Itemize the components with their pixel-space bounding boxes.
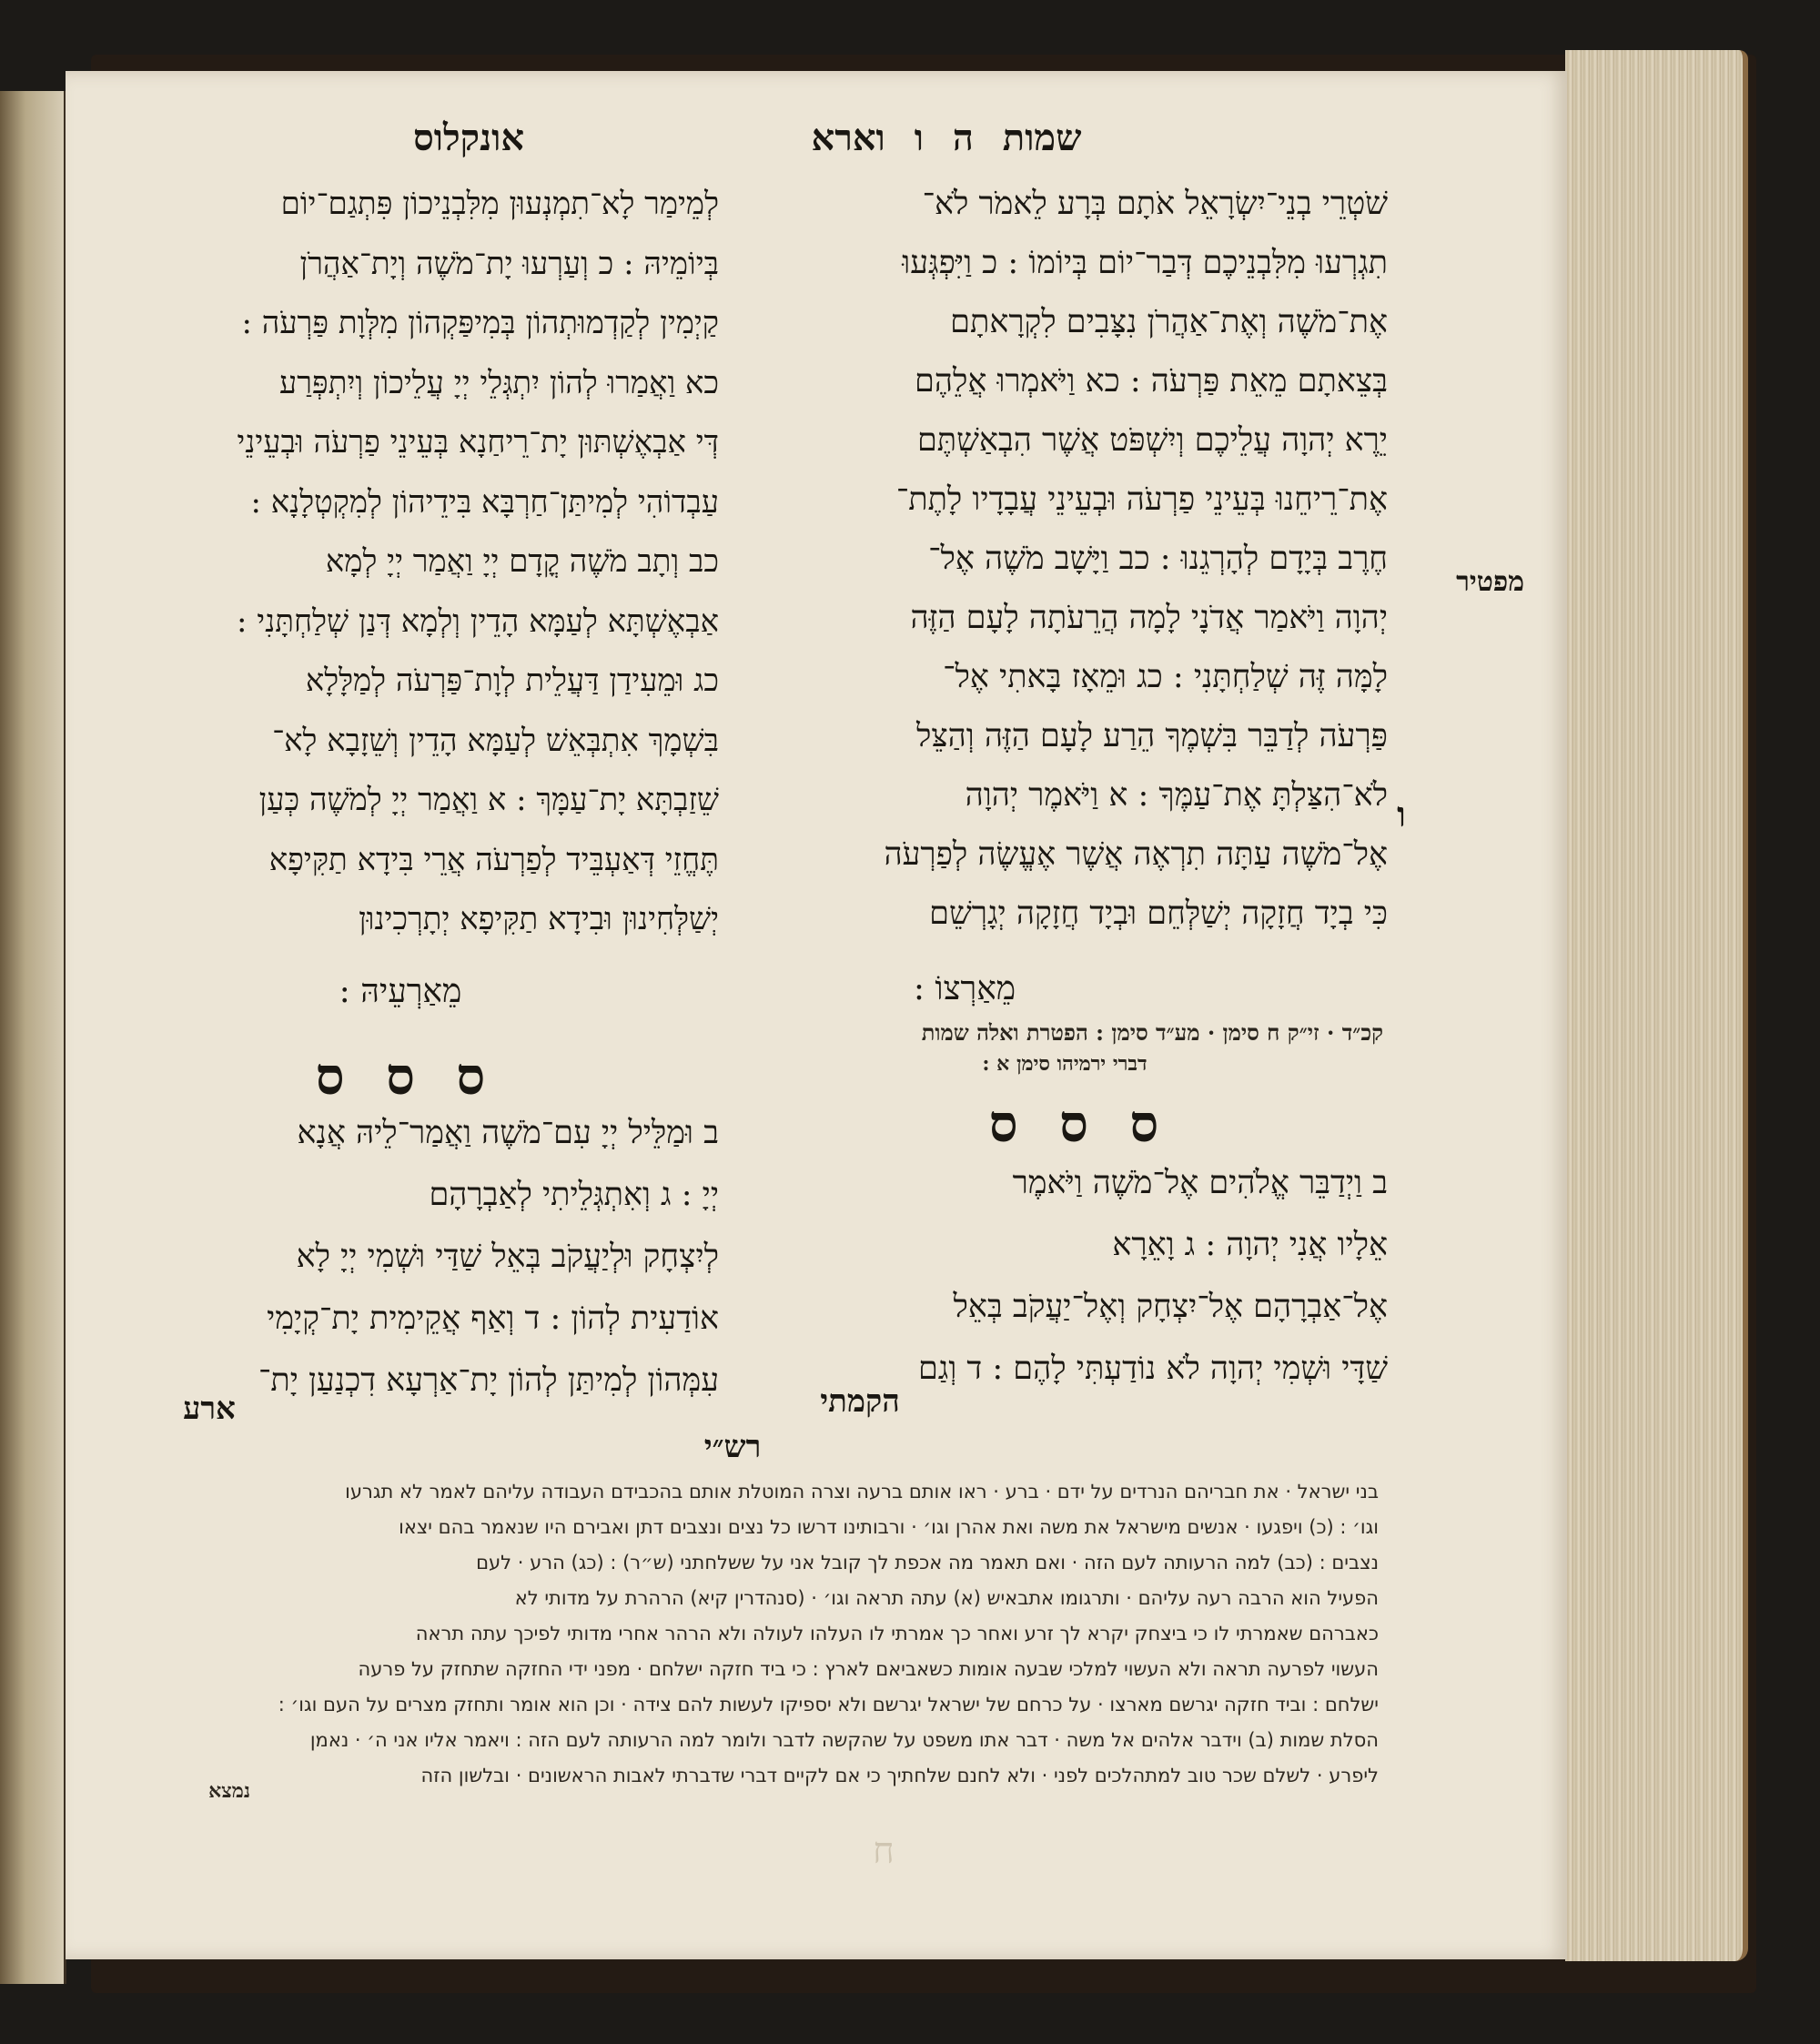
haftarah-note-line: קכ״ד · זי״ק ח סימן · מע״ד סימן : הפטרת ואלה שמות xyxy=(921,1019,1383,1046)
text-line: יְיָ : ג וְאִתְגְּלֵיתִי לְאַבְרָהָם xyxy=(429,1177,719,1213)
rashi-line: הפעיל הוא הרבה רעה עליהם · ותרגומו אתבאיש (א) עתה תראה וגו׳ · (סנהדרין קיא) הרהרת על מדותי לא xyxy=(514,1587,1379,1609)
text-line: תֶּחֱזֵי דְּאַעְבֵּיד לְפַרְעֹה אֲרֵי בִּידָא תַקִּיפָא xyxy=(268,841,719,878)
text-line: שֹׁטְרֵי בְנֵי־יִשְׂרָאֵל אֹתָם בְּרָע לֵאמֹר לֹא־ xyxy=(922,186,1388,222)
text-line: לֹא־הִצַּלְתָּ אֶת־עַמֶּךָ : א וַיֹּאמֶר יְהוָה xyxy=(965,777,1388,814)
onkelos-catchword: ארע xyxy=(183,1391,236,1427)
rashi-line: העשוי לפרעה תראה ולא העשוי למלכי שבעה אומות כשאביאם לארץ : כי ביד חזקה ישלחם · מפני ידי החזקה שתחזק על פרעה xyxy=(358,1658,1379,1680)
rashi-line: נצבים : (כב) למה הרעותה לעם הזה · ואם תאמר מה אכפת לך קובל אני על ששלחתני (ש״ר) : (כג) הרע · לעם xyxy=(476,1552,1379,1573)
onkelos-column-vaera xyxy=(82,1102,719,1412)
onkelos-column xyxy=(82,175,719,950)
torah-column-vaera xyxy=(746,1152,1388,1400)
text-line: בְּיוֹמֵיהּ : כ וְעַרְעוּ יָת־מֹשֶׁה וְיָת־אַהֲרֹן xyxy=(299,245,719,282)
text-line: לְיִצְחָק וּלְיַעֲקֹב בְּאֵל שַׁדַּי וּשְׁמִי יְיָ לָא xyxy=(296,1239,719,1275)
text-line: אֶת־מֹשֶׁה וְאֶת־אַהֲרֹן נִצָּבִים לִקְרָאתָם xyxy=(950,304,1388,340)
aliyah-marker: ו xyxy=(1397,794,1406,835)
text-line: אוֹדַעִית לְהוֹן : ד וְאַף אֲקֵימִית יָת־קְיָמִי xyxy=(267,1300,719,1337)
rashi-line: ישלחם : וביד חזקה יגרשם מארצו · על כרחם של ישראל יגרשם ולא יספיקו לעשות להם צידה · וכן הוא אומר ותחזק מצרים על העם וגו׳ : xyxy=(278,1694,1379,1715)
text-line: עַבְדוֹהִי לְמִיתַּן־חַרְבָּא בִּידֵיהוֹן לְמִקְטְלָנָא : xyxy=(250,483,719,521)
rashi-line: כאברהם שאמרתי לו כי ביצחק יקרא לך זרע ואחר כך אמרתי לו העלהו לעולה ולא הרהר אחרי מדותי לפיכך עתה תראה xyxy=(415,1623,1379,1644)
header-onkelos: אונקלוס xyxy=(412,116,525,159)
text-line: כִּי בְיָד חֲזָקָה יְשַׁלְּחֵם וּבְיָד חֲזָקָה יְגָרְשֵׁם xyxy=(929,896,1388,932)
torah-last-word: מֵאַרְצוֹ : xyxy=(913,970,1016,1007)
text-line: עִמְּהוֹן לְמִיתַּן לְהוֹן יָת־אַרְעָא דִכְנַעַן יָת־ xyxy=(258,1362,719,1399)
haftarah-note xyxy=(746,1017,1383,1078)
text-line: תִגְרְעוּ מִלִּבְנֵיכֶם דְּבַר־יוֹם בְּיוֹמוֹ : כ וַיִּפְגְּעוּ xyxy=(902,245,1388,281)
rashi-line: הסלת שמות (ב) וידבר אלהים אל משה · דבר אתו משפט על שהקשה לדבר ולומר למה הרעותה לעם הזה : ויאמר אליו אני ה׳ · נאמן xyxy=(309,1729,1379,1751)
text-line: אֶל־מֹשֶׁה עַתָּה תִרְאֶה אֲשֶׁר אֶעֱשֶׂה לְפַרְעֹה xyxy=(884,836,1388,873)
onkelos-last-word: מֵאַרְעֵיהּ : xyxy=(339,973,462,1010)
text-line: בְּצֵאתָם מֵאֵת פַּרְעֹה : כא וַיֹּאמְרוּ אֲלֵהֶם xyxy=(915,363,1388,400)
rashi-line: וגו׳ : (כ) ויפגעו · אנשים מישראל את משה ואת אהרן וגו׳ · ורבותינו דרשו כל נצים ונצבים דתן ואבירם היו שנאמר בהם יצאו xyxy=(399,1516,1379,1538)
text-line: כג וּמֵעִידַן דַּעֲלֵית לְוָת־פַּרְעֹה לְמַלָּלָא xyxy=(305,663,719,699)
maftir-marker: מפטיר xyxy=(1456,566,1524,598)
text-line: שַׁדָּי וּשְׁמִי יְהוָה לֹא נוֹדַעְתִּי לָהֶם : ד וְגַם xyxy=(917,1351,1388,1387)
left-margin-fragments xyxy=(2,328,20,1875)
text-line: כא וַאֲמַרוּ לְהוֹן יִתְגְּלֵי יְיָ עֲלֵיכוֹן וְיִתְפְּרַע xyxy=(278,364,719,401)
text-line: אֶל־אַבְרָהָם אֶל־יִצְחָק וְאֶל־יַעֲקֹב בְּאֵל xyxy=(953,1289,1388,1325)
text-line: לְמֵימַר לָא־תִמְנְעוּן מִלִּבְנֵיכוֹן פִּתְגַם־יוֹם xyxy=(280,186,719,222)
text-line: אֵלָיו אֲנִי יְהוָה : ג וָאֵרָא xyxy=(1112,1227,1388,1263)
text-line: לָמָּה זֶּה שְׁלַחְתָּנִי : כג וּמֵאָז בָּאתִי אֶל־ xyxy=(943,659,1388,695)
rashi-line: בני ישראל · את חבריהם הנרדים על ידם · ברע · ראו אותם ברעה וצרה המוטלת אותם בהכבידם העבודה עליהם לאמר לא תגרעו xyxy=(345,1481,1379,1503)
header-parsha: שמות ה ו וארא xyxy=(811,116,1082,159)
text-line: קַיְמִין לְקַדְמוּתְהוֹן בְּמִיפַּקְהוֹן מִלְּוָת פַּרְעֹה : xyxy=(241,305,719,341)
text-line: אֶת־רֵיחֵנוּ בְּעֵינֵי פַרְעֹה וּבְעֵינֵי עֲבָדָיו לָתֶת־ xyxy=(895,481,1388,518)
section-break-right: ס ס ס xyxy=(988,1094,1159,1154)
text-line: יֵרֶא יְהוָה עֲלֵיכֶם וְיִשְׁפֹּט אֲשֶׁר הִבְאַשְׁתֶּם xyxy=(916,422,1388,459)
text-line: אַבְאֶשְׁתָּא לְעַמָּא הָדֵין וְלְמָא דְּנַן שְׁלַחְתָּנִי : xyxy=(237,602,719,640)
text-line: כב וְתָב מֹשֶׁה קֳדָם יְיָ וַאֲמַר יְיָ לְמָא xyxy=(325,543,719,580)
rashi-commentary xyxy=(86,1474,1379,1794)
text-line: יְשַׁלְּחִינוּן וּבִידָא תַקִּיפָא יְתָרְכִינוּן xyxy=(359,901,719,937)
page-number: ח xyxy=(873,1830,911,1872)
text-line: פַּרְעֹה לְדַבֵּר בִּשְׁמֶךָ הֵרַע לָעָם הַזֶּה וְהַצֵּל xyxy=(915,718,1388,754)
torah-column xyxy=(746,175,1388,944)
text-line: דְּי אַבְאֶשְׁתּוּן יָת־רֵיחַנָא בְּעֵינֵי פַרְעֹה וּבְעֵינֵי xyxy=(237,424,719,460)
rashi-line: ליפרע · לשלם שכר טוב למתהלכים לפני · ולא לחנם שלחתיך כי אם לקיים דברי שדברתי לאבות הראשונים · ובלשון הזה xyxy=(420,1765,1379,1786)
torah-catchword: הקמתי xyxy=(820,1383,900,1420)
page-stack-edge xyxy=(1565,50,1748,1961)
section-break-left: ס ס ס xyxy=(315,1047,486,1107)
rashi-catchword: נמצא xyxy=(208,1779,250,1803)
text-line: ב וּמַלֵּיל יְיָ עִם־מֹשֶׁה וַאֲמַר־לֵיהּ אֲנָא xyxy=(297,1115,719,1151)
text-line: יְהוָה וַיֹּאמַר אֲדֹנָי לָמָה הֲרֵעֹתָה לָעָם הַזֶּה xyxy=(910,600,1388,636)
text-line: ב וַיְדַבֵּר אֱלֹהִים אֶל־מֹשֶׁה וַיֹּאמֶר xyxy=(1012,1165,1388,1201)
haftarah-note-line: דברי ירמיהו סימן א : xyxy=(982,1052,1148,1076)
rashi-heading: רש״י xyxy=(703,1429,762,1465)
text-line: בִּשְׁמָךְ אִתְבְּאֵשׁ לְעַמָּא הָדֵין וְשֵׁזָבָא לָא־ xyxy=(272,722,719,759)
text-line: חֶרֶב בְּיָדָם לְהָרְגֵנוּ : כב וַיָּשָׁב מֹשֶׁה אֶל־ xyxy=(928,541,1388,577)
text-line: שֵׁזַבְתָּא יָת־עַמָּךְ : א וַאֲמַר יְיָ לְמֹשֶׁה כְּעַן xyxy=(258,782,719,818)
